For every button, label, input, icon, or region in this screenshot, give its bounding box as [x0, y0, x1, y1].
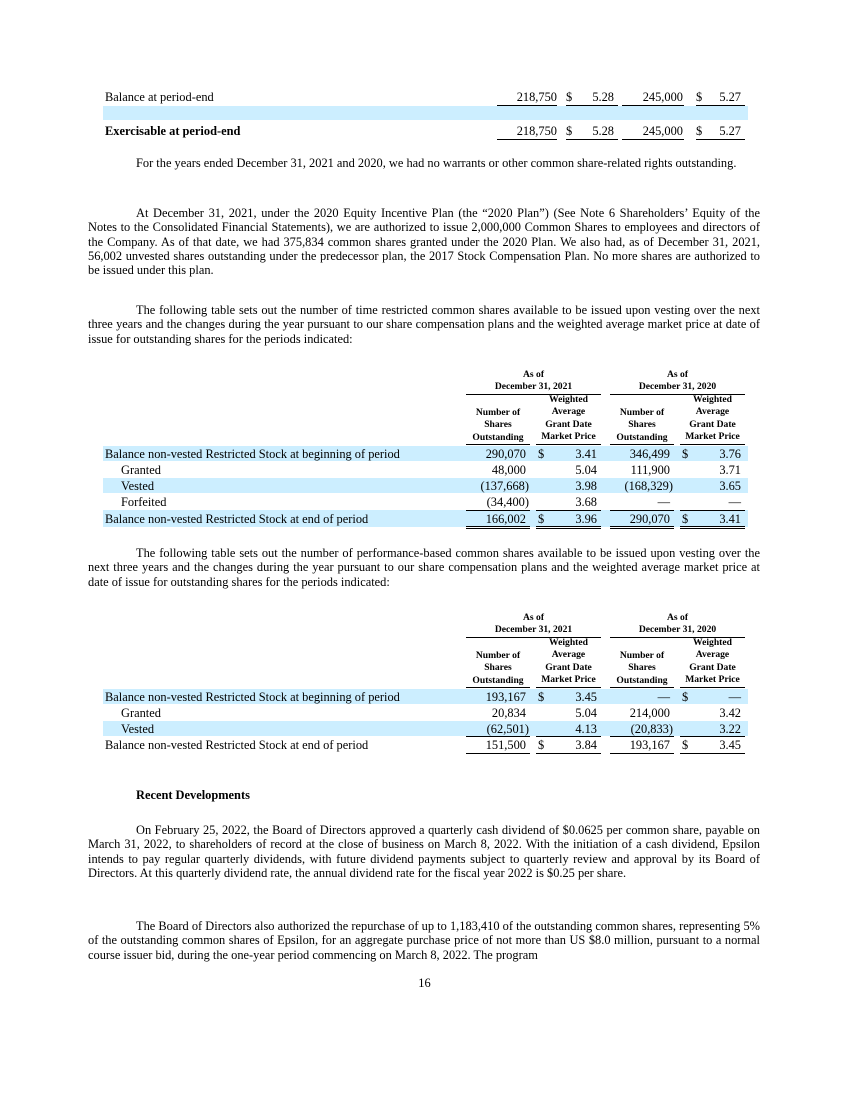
shares-2020: — [657, 495, 670, 509]
price-2021: 3.96 [575, 512, 597, 526]
price-2021: 5.28 [592, 124, 614, 138]
price-2021: 4.13 [575, 722, 597, 736]
column-group-header: As of December 31, 2021 [466, 612, 601, 638]
currency-sign: $ [538, 447, 545, 461]
shares-2021: 193,167 [485, 690, 526, 704]
shares-2020: 245,000 [642, 124, 683, 138]
shares-2020: — [657, 690, 670, 704]
currency-sign: $ [538, 738, 545, 752]
shares-2021: 290,070 [485, 447, 526, 461]
column-header-shares: Number of Shares Outstanding [610, 407, 674, 445]
shares-2020: 245,000 [642, 90, 683, 104]
row-label: Balance at period-end [105, 90, 214, 104]
shares-2021: 151,500 [485, 738, 526, 752]
table-row-label: Balance non-vested Restricted Stock at beginning of period [105, 690, 400, 704]
shares-2020: 214,000 [629, 706, 670, 720]
column-header-shares: Number of Shares Outstanding [466, 650, 530, 688]
column-group-header: As of December 31, 2021 [466, 369, 601, 395]
shares-2021: 20,834 [491, 706, 526, 720]
price-2020: 5.27 [719, 124, 741, 138]
price-2020: 3.71 [719, 463, 741, 477]
price-2020: — [728, 495, 741, 509]
table-row-label: Balance non-vested Restricted Stock at end of period [105, 738, 369, 752]
price-2020: 3.42 [719, 706, 741, 720]
shares-2020: 193,167 [629, 738, 670, 752]
currency-sign: $ [566, 90, 573, 104]
price-2021: 5.04 [575, 706, 597, 720]
page-number: 16 [418, 976, 431, 990]
shares-2020: 111,900 [630, 463, 670, 477]
column-group-header: As of December 31, 2020 [610, 612, 745, 638]
column-header-shares: Number of Shares Outstanding [466, 407, 530, 445]
currency-sign: $ [682, 690, 689, 704]
table-row-label: Forfeited [121, 495, 167, 509]
shares-2020: (168,329) [624, 479, 673, 493]
column-header-price: Weighted Average Grant Date Market Price [680, 637, 745, 688]
price-2021: 5.04 [575, 463, 597, 477]
shares-2021: 166,002 [485, 512, 526, 526]
price-2021: 3.45 [575, 690, 597, 704]
shares-2021: (62,501) [486, 722, 529, 736]
price-2021: 3.84 [575, 738, 597, 752]
table-row-label: Vested [121, 479, 155, 493]
row-label: Exercisable at period-end [105, 124, 241, 138]
table-row-label: Vested [121, 722, 155, 736]
price-2020: — [728, 690, 741, 704]
currency-sign: $ [682, 512, 689, 526]
currency-sign: $ [566, 124, 573, 138]
price-2020: 5.27 [719, 90, 741, 104]
currency-sign: $ [538, 690, 545, 704]
table-row-label: Granted [121, 706, 161, 720]
currency-sign: $ [696, 124, 703, 138]
paragraph: At December 31, 2021, under the 2020 Equity Incentive Plan (the “2020 Plan”) (See Note 6 Shareholders’ Equity of the Notes to the Consolidated Financial Statements), we are authorized to issue 2,000,000 Common Shares to employees and directors of the Company. As of that date, we had 375,834 common shares granted under the 2020 Plan. We also had, as of December 31, 2021, 56,002 unvested shares outstanding under the predecessor plan, the 2017 Stock Compensation Plan. No more shares are authorized to be issued under this plan. [88, 206, 760, 278]
column-group-header: As of December 31, 2020 [610, 369, 745, 395]
price-2020: 3.41 [719, 512, 741, 526]
price-2021: 3.68 [575, 495, 597, 509]
shares-2021: 218,750 [516, 124, 557, 138]
price-2020: 3.76 [719, 447, 741, 461]
price-2021: 5.28 [592, 90, 614, 104]
shares-2021: (34,400) [486, 495, 529, 509]
shares-2021: 48,000 [491, 463, 526, 477]
paragraph: On February 25, 2022, the Board of Directors approved a quarterly cash dividend of $0.0625 per common share, payable on March 31, 2022, to shareholders of record at the close of business on March 8, 2022. With the initiation of a cash dividend, Epsilon intends to pay regular quarterly dividends, with future dividend payments subject to quarterly review and approval by its Board of Directors. At this quarterly dividend rate, the annual dividend rate for the fiscal year 2022 is $0.25 per share. [88, 823, 760, 880]
paragraph: The following table sets out the number of performance-based common shares available to be issued upon vesting over the next three years and the changes during the year pursuant to our share compensation plans and the weighted average market price at date of issue for outstanding shares for the periods indicated: [88, 546, 760, 589]
column-header-price: Weighted Average Grant Date Market Price [536, 394, 601, 445]
currency-sign: $ [696, 90, 703, 104]
price-2020: 3.45 [719, 738, 741, 752]
table-row-label: Balance non-vested Restricted Stock at end of period [105, 512, 369, 526]
paragraph: For the years ended December 31, 2021 and 2020, we had no warrants or other common share-related rights outstanding. [136, 156, 737, 170]
price-2021: 3.41 [575, 447, 597, 461]
price-2020: 3.65 [719, 479, 741, 493]
section-heading: Recent Developments [136, 788, 250, 802]
table-row-label: Granted [121, 463, 161, 477]
currency-sign: $ [682, 447, 689, 461]
shares-2020: (20,833) [630, 722, 673, 736]
column-header-shares: Number of Shares Outstanding [610, 650, 674, 688]
column-header-price: Weighted Average Grant Date Market Price [680, 394, 745, 445]
column-header-price: Weighted Average Grant Date Market Price [536, 637, 601, 688]
shares-2021: (137,668) [480, 479, 529, 493]
paragraph: The following table sets out the number of time restricted common shares available to be issued upon vesting over the next three years and the changes during the year pursuant to our share compensation plans and the weighted average market price at date of issue for outstanding shares for the periods indicated: [88, 303, 760, 346]
price-2020: 3.22 [719, 722, 741, 736]
currency-sign: $ [538, 512, 545, 526]
shares-2021: 218,750 [516, 90, 557, 104]
paragraph: The Board of Directors also authorized the repurchase of up to 1,183,410 of the outstanding common shares, representing 5% of the outstanding common shares of Epsilon, for an aggregate purchase price of not more than US $8.0 million, pursuant to a normal course issuer bid, during the one-year period commencing on March 8, 2022. The program [88, 919, 760, 962]
table-row-label: Balance non-vested Restricted Stock at beginning of period [105, 447, 400, 461]
shares-2020: 290,070 [629, 512, 670, 526]
shares-2020: 346,499 [629, 447, 670, 461]
price-2021: 3.98 [575, 479, 597, 493]
currency-sign: $ [682, 738, 689, 752]
